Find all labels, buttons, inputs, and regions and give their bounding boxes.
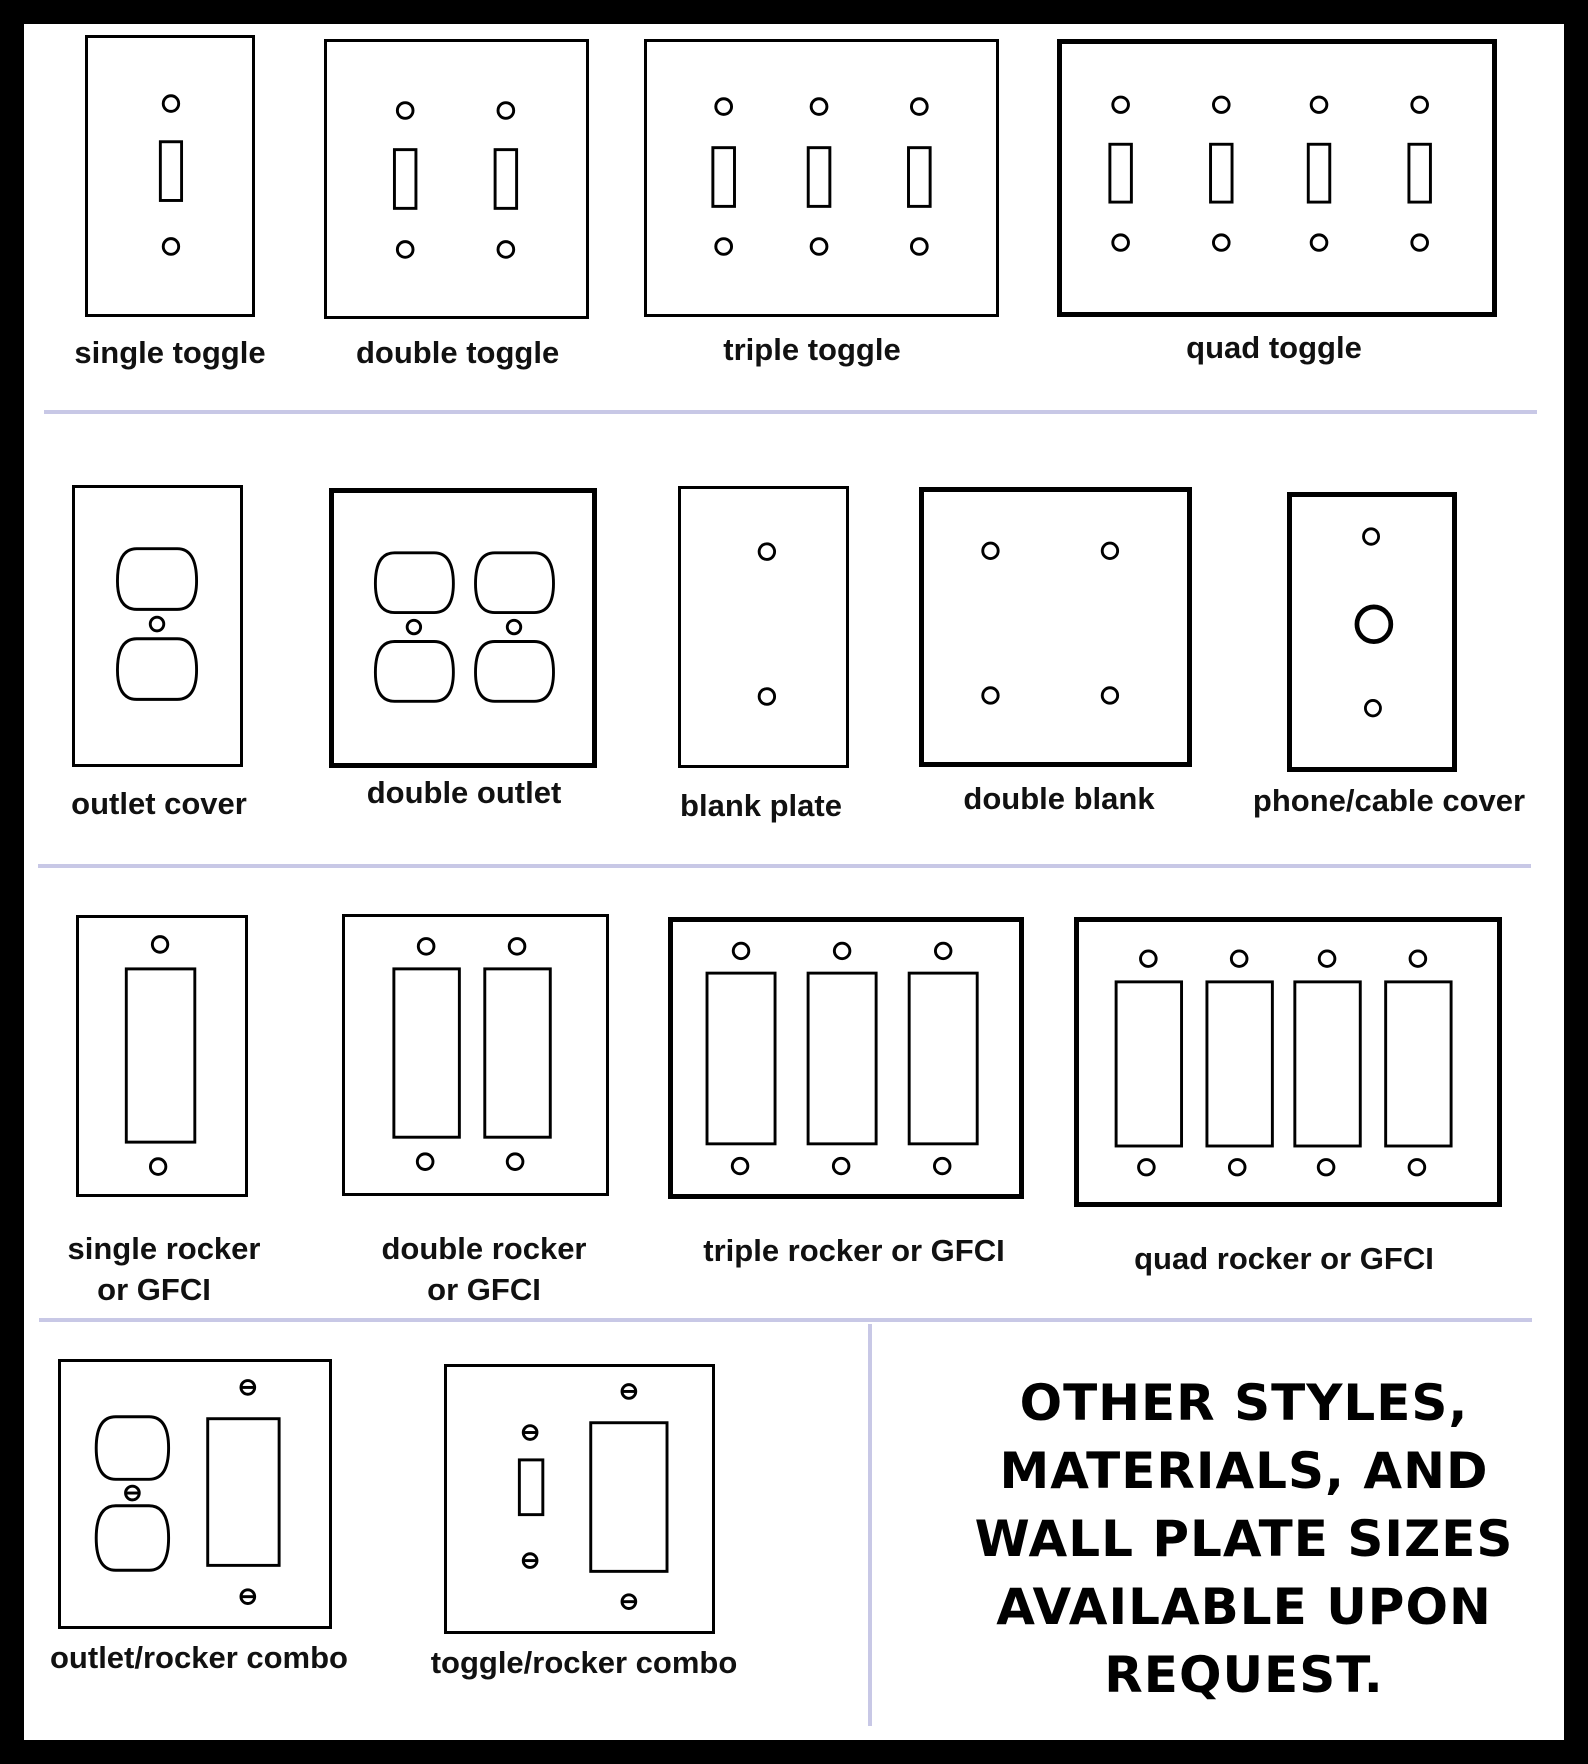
column-divider [868,1324,872,1726]
outlet-rocker-combo-label: outlet/rocker combo [50,1640,348,1675]
double-rocker-label-line2: or GFCI [427,1272,541,1307]
note-line-3: WALL PLATE SIZES [974,1510,1514,1568]
quad-toggle-label: quad toggle [1186,330,1362,365]
single-toggle-label: single toggle [74,335,266,370]
double-toggle-plate [324,39,589,319]
double-rocker-plate [342,914,609,1196]
wall-plate-chart [24,24,1564,1740]
row-divider-1 [44,410,1537,414]
quad-rocker-plate [1074,917,1502,1207]
toggle-rocker-combo-label: toggle/rocker combo [430,1645,738,1680]
double-outlet-plate [329,488,597,768]
outlet-cover-plate [72,485,243,767]
double-blank-label: double blank [963,781,1155,816]
triple-rocker-label: triple rocker or GFCI [703,1233,1005,1268]
single-rocker-label-line2: or GFCI [97,1272,211,1307]
double-blank-plate [919,487,1192,767]
double-toggle-label: double toggle [356,335,560,370]
row-divider-2 [38,864,1531,868]
note-line-4: AVAILABLE UPON [996,1578,1492,1636]
phone-cable-cover-label: phone/cable cover [1252,783,1526,818]
quad-rocker-label: quad rocker or GFCI [1134,1241,1434,1276]
toggle-rocker-combo-plate [444,1364,715,1634]
quad-toggle-plate [1057,39,1497,317]
triple-toggle-label: triple toggle [723,332,901,367]
single-rocker-plate [76,915,248,1197]
blank-plate-label: blank plate [680,788,842,823]
triple-rocker-plate [668,917,1024,1199]
outlet-rocker-combo-plate [58,1359,332,1629]
phone-cable-cover-plate [1287,492,1457,772]
single-rocker-label-line1: single rocker [67,1231,261,1266]
blank-plate [678,486,849,768]
outlet-cover-label: outlet cover [71,786,247,821]
single-toggle-plate [85,35,255,317]
row-divider-3 [39,1318,1532,1322]
note-line-2: MATERIALS, AND [999,1442,1489,1500]
note-line-5: REQUEST. [1104,1646,1384,1704]
triple-toggle-plate [644,39,999,317]
double-rocker-label-line1: double rocker [381,1231,587,1266]
note-line-1: OTHER STYLES, [1019,1374,1469,1432]
double-outlet-label: double outlet [366,775,562,810]
other-styles-note [924,1369,1564,1709]
